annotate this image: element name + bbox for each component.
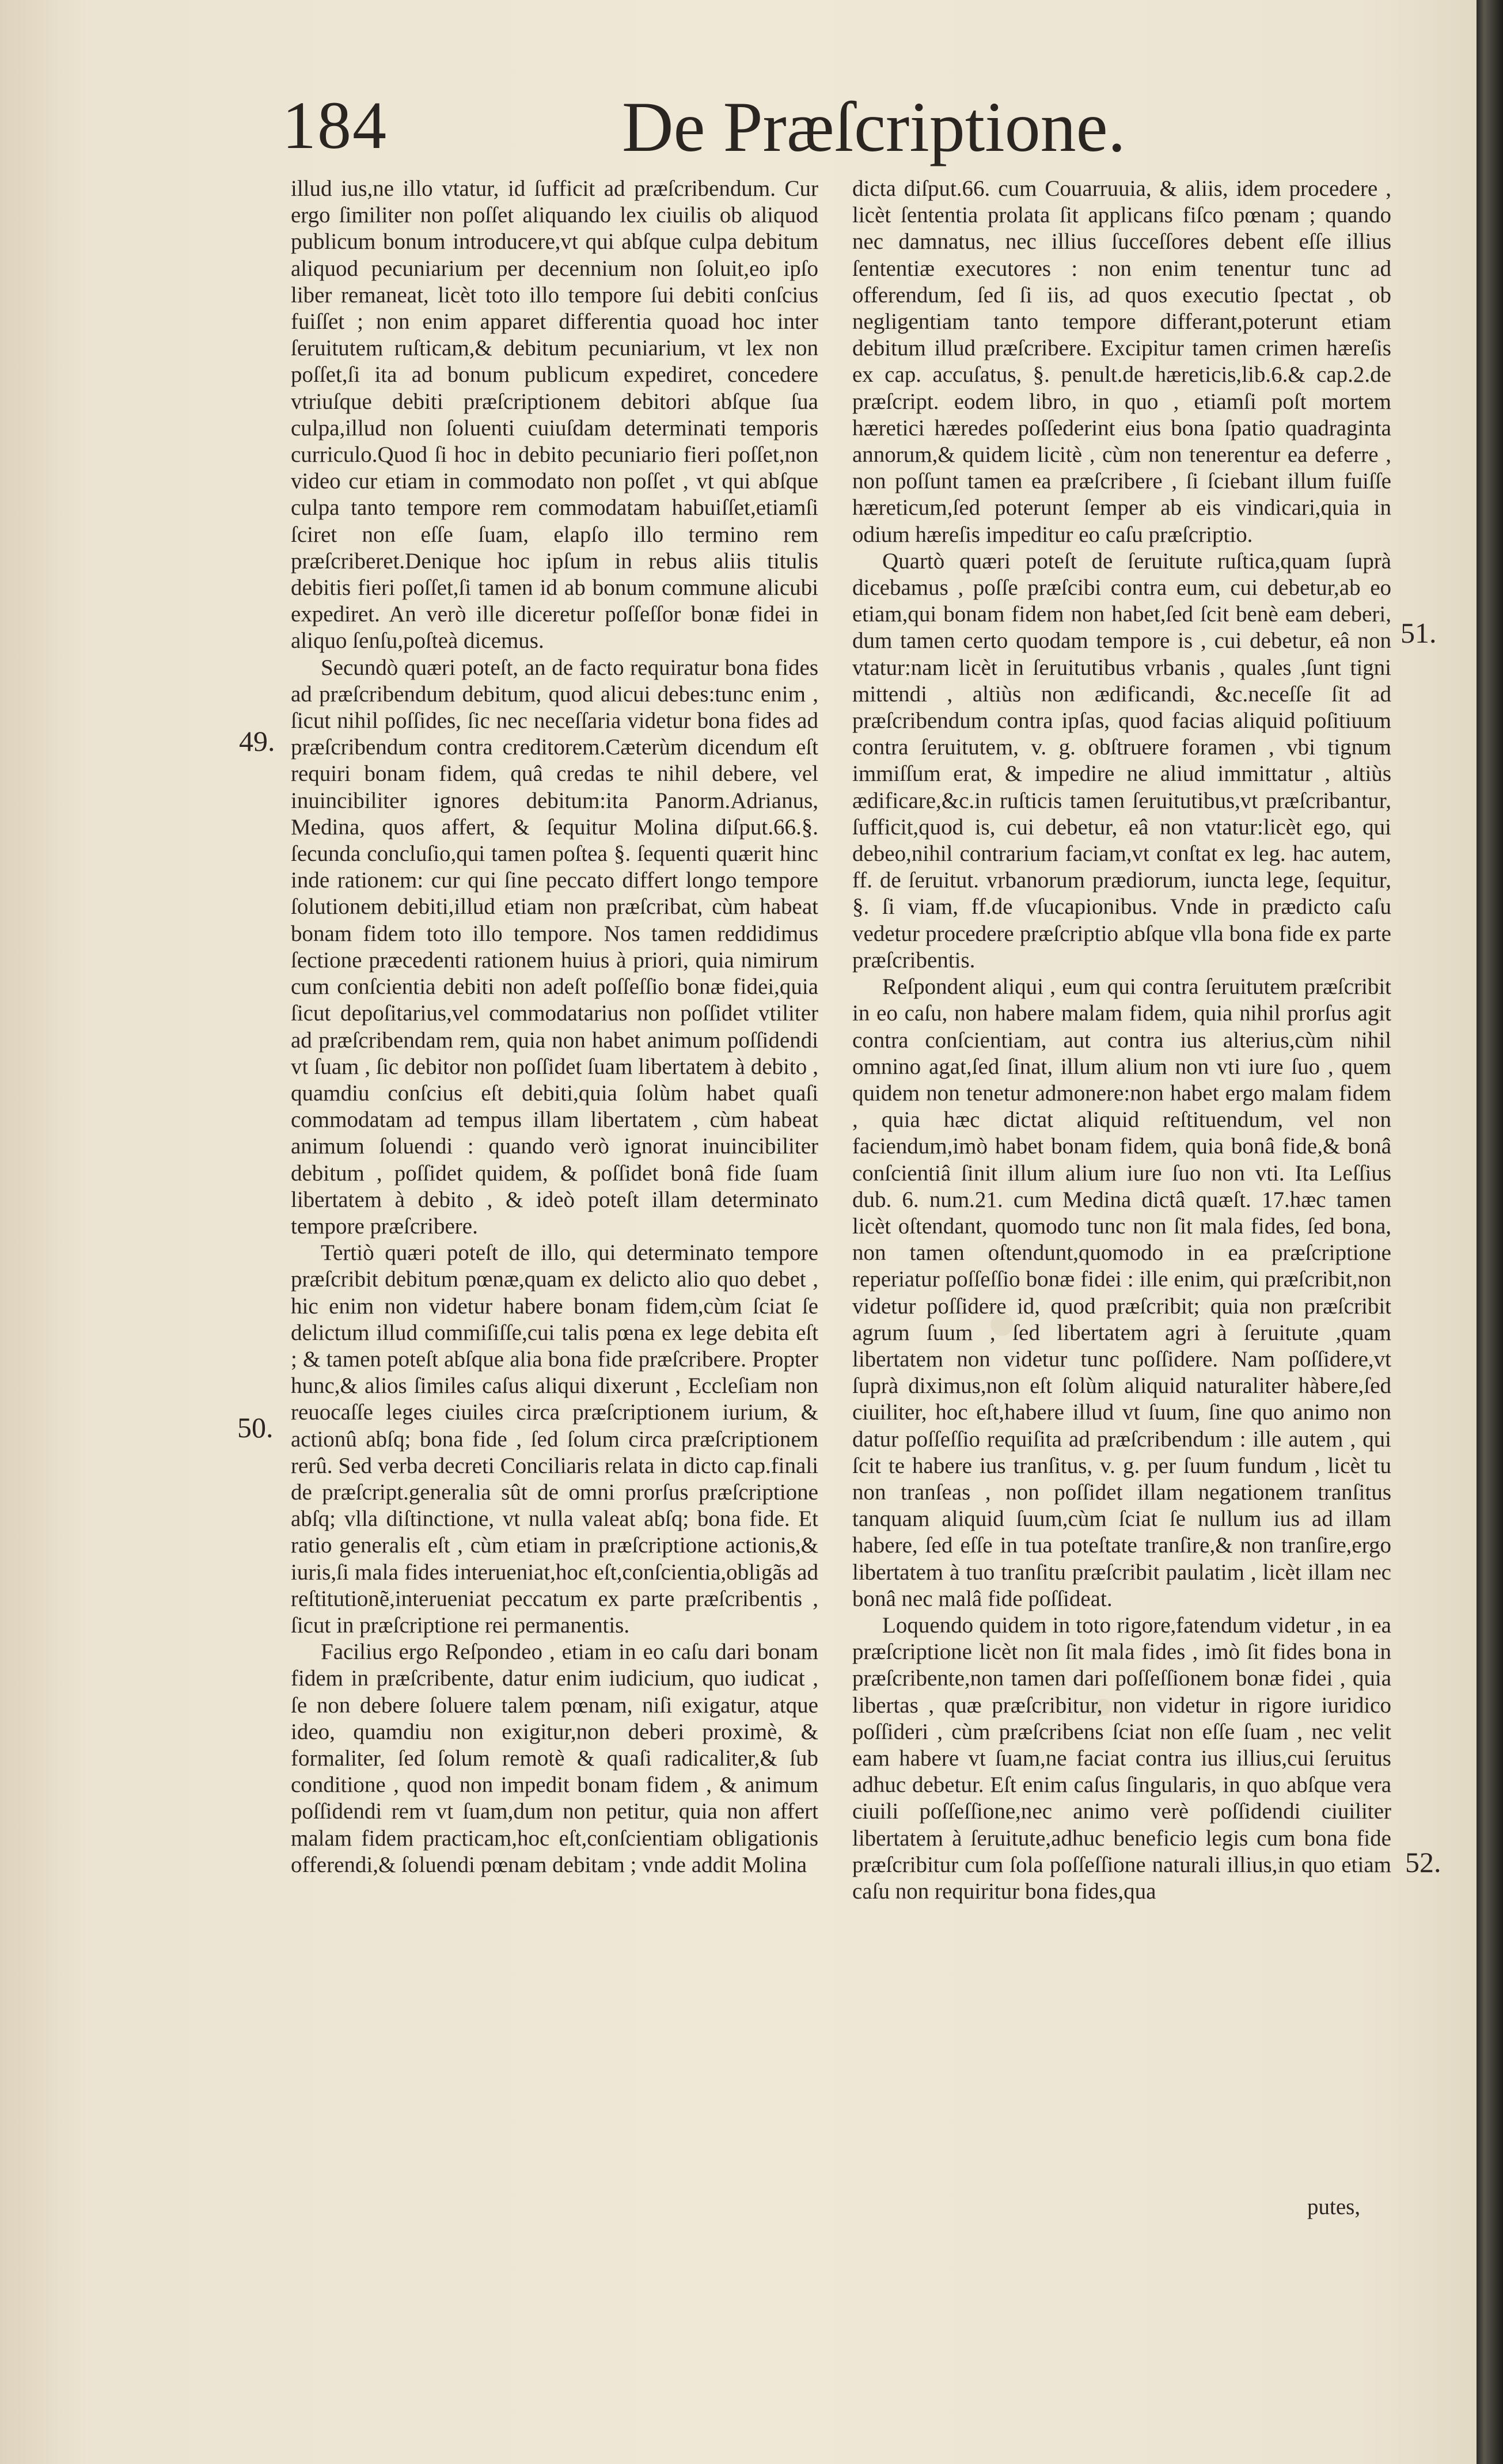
paragraph: dicta diſput.66. cum Couarruuia, & aliis, idem procedere , licèt ſententia prolata ſit applicans fiſco pœnam ; quando nec damnatus, nec illius ſucceſſores debent eſſe illius ſententiæ executores : non enim tenentur tunc ad offerendum, ſed ſi iis, ad quos executio ſpectat , ob negligentiam tanto tempore differant,poterunt etiam debitum illud præſcribere. Excipitur tamen crimen hæreſis ex cap. accuſatus, §. penult.de hæreticis,lib.6.& cap.2.de præſcript. eodem libro, in quo , etiamſi poſt mortem hæretici hæredes poſſederint eius bona ſpatio quadraginta annorum,& quidem licitè , cùm non tenerentur ea deferre , non poſſunt tamen ea præſcribere , ſi ſciebant illum fuiſſe hæreticum,ſed poterunt ſemper ab eis vindicari,quia in odium hæreſis impeditur eo caſu præſcriptio.: [852, 176, 1391, 547]
page-edge-shadow: [1477, 0, 1503, 2464]
margin-number: 51.: [1400, 617, 1437, 649]
paragraph: illud ius,ne illo vtatur, id ſufficit ad præſcribendum. Cur ergo ſimiliter non poſſet aliquando lex ciuilis ob aliquod publicum bonum introducere,vt qui abſque culpa debitum aliquod pecuniarium per decennium non ſoluit,eo ipſo liber remaneat, licèt toto illo tempore ſui debiti conſcius fuiſſet ; non enim apparet differentia quoad hoc inter ſeruitutem ruſticam,& debitum pecuniarium, vt lex non poſſet,ſi ita ad bonum publicum expediret, concedere vtriuſque debiti præſcriptionem debitori abſque ſua culpa,illud non ſoluenti cuiuſdam determinati temporis curriculo.Quod ſi hoc in debito pecuniario fieri poſſet,non video cur etiam in commodato non poſſet , vt qui abſque culpa tanto tempore rem commodatam habuiſſet,etiamſi ſciret non eſſe ſuam, elapſo illo termino rem præſcriberet.Denique hoc ipſum in rebus aliis titulis debitis fieri poſſet,ſi tamen id ab bonum commune alicubi expediret. An verò ille diceretur poſſeſſor bonæ fidei in aliquo ſenſu,poſteà dicemus.: [291, 176, 818, 654]
paragraph: Tertiò quæri poteſt de illo, qui determinato tempore præſcribit debitum pœnæ,quam ex delicto alio quo debet , hic enim non videtur habere bonam fidem,cùm ſciat ſe delictum illud commiſiſſe,cui talis pœna ex lege debita eſt ; & tamen poteſt abſque alia bona fide præſcribere. Propter hunc,& alios ſimiles caſus aliqui dixerunt , Eccleſiam non reuocaſſe leges ciuiles circa præſcriptionem iurium, & actionû abſq; bona fide , ſed ſolum circa præſcriptionem rerû. Sed verba decreti Conciliaris relata in dicto cap.finali de præſcript.generalia sût de omni prorſus præſcriptione abſq; vlla diſtinctione, vt nulla valeat abſq; bona fide. Et ratio generalis eſt , cùm etiam in præſcriptione actionis,& iuris,ſi mala fides interueniat,hoc eſt,conſcientia,obligãs ad reſtitutionẽ,interueniat peccatum ex parte præſcribentis , ſicut in præſcriptione rei permanentis.: [291, 1240, 818, 1638]
catchword: putes,: [1307, 2195, 1361, 2219]
paragraph: Reſpondent aliqui , eum qui contra ſeruitutem præſcribit in eo caſu, non habere malam fidem, quia nihil prorſus agit contra conſcientiam, aut contra ius alterius,cùm nihil omnino agat,ſed ſinat, illum alium non vti iure ſuo , quem quidem non tenetur admonere:non habet ergo malam fidem , quia hæc dictat aliquid reſtituendum, vel non faciendum,imò habet bonam fidem, quia bonâ fide,& bonâ conſcientiâ ſinit illum alium iure ſuo non vti. Ita Leſſius dub. 6. num.21. cum Medina dictâ quæſt. 17.hæc tamen licèt oſtendant, quomodo tunc non ſit mala fides, ſed bona, non tamen oſtendunt,quomodo in ea præſcriptione reperiatur poſſeſſio bonæ fidei : ille enim, qui præſcribit,non videtur poſſidere id, quod præſcribit; quia non præſcribit agrum ſuum , ſed libertatem agri à ſeruitute ,quam libertatem non videtur tunc poſſidere. Nam poſſidere,vt ſuprà diximus,non eſt ſolùm aliquid naturaliter hàbere,ſed ciuiliter, hoc eſt,habere illud vt ſuum, ſine quo animo non datur poſſeſſio requiſita ad præſcribendum : ille autem , qui ſcit te habere ius tranſitus, v. g. per ſuum fundum , licèt tu non tranſeas , non poſſidet illam negationem tranſitus tanquam aliquid ſuum,cùm ſciat ſe nullum ius ad illam habere, ſed eſſe in tua poteſtate tranſire,& non tranſire,ergo libertatem à tuo tranſitu præſcribit paulatim , licèt illam nec bonâ nec malâ fide poſſideat.: [852, 974, 1391, 1611]
right-column: [852, 176, 1391, 1905]
margin-number: 52.: [1405, 1846, 1441, 1878]
paragraph: Loquendo quidem in toto rigore,fatendum videtur , in ea præſcriptione licèt non ſit mala fides , imò ſit fides bona in præſcribente,non tamen dari poſſeſſionem bonæ fidei , quia libertas , quæ præſcribitur, non videtur in rigore iuridico poſſideri , cùm præſcribens ſciat non eſſe ſuam , nec velit eam habere vt ſuam,ne faciat contra ius illius,cui ſeruitus adhuc debetur. Eſt enim caſus ſingularis, in quo abſque vera ciuili poſſeſſione,nec animo verè poſſidendi ciuiliter libertatem à ſeruitute,adhuc beneficio legis cum bona fide præſcribitur cum ſola poſſeſſione naturali illius,in quo etiam caſu non requiritur bona fides,qua: [852, 1612, 1391, 1904]
margin-number: 49.: [239, 725, 275, 757]
paragraph: Facilius ergo Reſpondeo , etiam in eo caſu dari bonam fidem in præſcribente, datur enim iudicium, quo iudicat , ſe non debere ſoluere talem pœnam, niſi exigatur, atque ideo, quamdiu non exigitur,non deberi proximè, & formaliter, ſed ſolum remotè & quaſi radicaliter,& ſub conditione , quod non impedit bonam fidem , & animum poſſidendi rem vt ſuam,dum non petitur, quia non affert malam fidem practicam,hoc eſt,conſcientiam obligationis offerendi,& ſoluendi pœnam debitam ; vnde addit Molina: [291, 1639, 818, 1877]
paragraph: Secundò quæri poteſt, an de facto requiratur bona fides ad præſcribendum debitum, quod alicui debes:tunc enim , ſicut nihil poſſides, ſic nec neceſſaria videtur bona fides ad præſcribendum contra creditorem.Cæterùm dicendum eſt requiri bonam fidem, quâ credas te nihil debere, vel inuincibiliter ignores debitum:ita Panorm.Adrianus, Medina, quos affert, & ſequitur Molina diſput.66.§. ſecunda concluſio,qui tamen poſtea §. ſequenti quærit hinc inde rationem: cur qui ſine peccato differt longo tempore ſolutionem debiti,illud etiam non præſcribat, cùm habeat bonam fidem toto illo tempore. Nos tamen reddidimus ſectione præcedenti rationem huius à priori, quia nimirum cum conſcientia debiti non adeſt poſſeſſio bonæ fidei,quia ſicut depoſitarius,vel commodatarius non poſſidet vtiliter ad præſcribendam rem, quia non habet animum poſſidendi vt ſuam , ſic debitor non poſſidet ſuam libertatem à debito , quamdiu conſcius eſt debiti,quia ſolùm habet quaſi commodatam ad tempus illam libertatem , cùm habeat animum ſoluendi : quando verò ignorat inuincibiliter debitum , poſſidet quidem, & poſſidet bonâ fide ſuam libertatem à debito , & ideò poteſt illam determinato tempore præſcribere.: [291, 655, 818, 1239]
running-title: De Præſcriptione.: [622, 88, 1126, 166]
paragraph: Quartò quæri poteſt de ſeruitute ruſtica,quam ſuprà dicebamus , poſſe præſcibi contra eum, cui debetur,ab eo etiam,qui bonam fidem non habet,ſed ſcit benè eam deberi, dum tamen certo quodam tempore is , cui debetur, eâ non vtatur:nam licèt in ſeruitutibus vrbanis , quales ,ſunt tigni mittendi , altiùs non ædificandi, &c.neceſſe ſit ad præſcribendum contra ipſas, quod facias aliquid poſitiuum contra ſeruitutem, v. g. obſtruere foramen , vbi tignum immiſſum erat, & impedire ne aliud immittatur , altiùs ædificare,&c.in ruſticis tamen ſeruitutibus,vt præſcribantur, ſufficit,quod is, cui debetur, eâ non vtatur:licèt ego, qui debeo,nihil contrarium faciam,vt conſtat ex leg. hac autem, ff. de ſeruitut. vrbanorum prædiorum, iuncta lege, ſequitur, §. ſi viam, ff.de vſucapionibus. Vnde in prædicto caſu vedetur procedere præſcriptio abſque vlla bona fide ex parte præſcribentis.: [852, 548, 1391, 973]
margin-number: 50.: [237, 1411, 274, 1444]
page-number: 184: [282, 88, 388, 163]
page-header: [282, 86, 1126, 173]
left-column: [291, 176, 818, 1878]
